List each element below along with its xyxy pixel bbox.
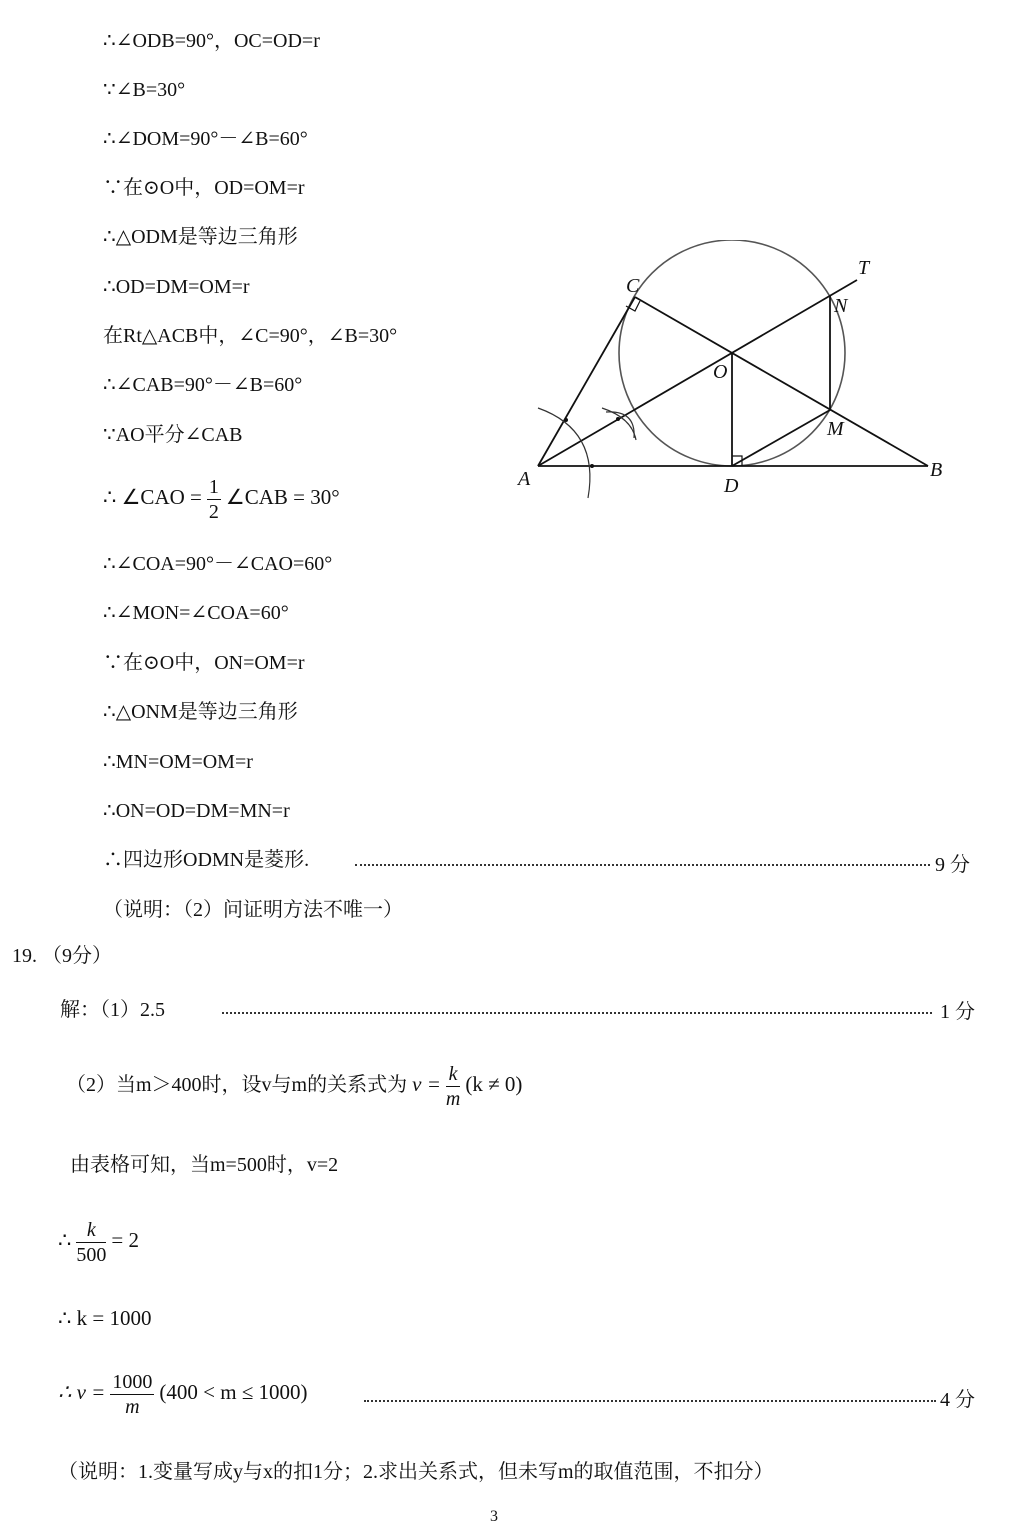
label-b: B xyxy=(930,459,943,481)
segment-cb xyxy=(635,297,928,466)
arc-point-1 xyxy=(564,418,568,422)
cao-fraction-den: 2 xyxy=(208,500,219,523)
cao-equation xyxy=(103,472,340,524)
proof-line-4: ∵在⊙O中，OD=OM=r xyxy=(103,177,305,199)
proof-line-3: ∴∠DOM=90°－∠B=60° xyxy=(103,128,308,150)
proof-line-1: ∴∠ODB=90°，OC=OD=r xyxy=(103,30,320,52)
page-number: 3 xyxy=(490,1508,498,1525)
proof-line-9: ∵AO平分∠CAB xyxy=(103,424,243,446)
score-9: 9 分 xyxy=(935,854,970,876)
cao-fraction-num: 1 xyxy=(208,475,219,498)
label-a: A xyxy=(518,468,531,490)
q19-part2-text: （2）当m＞400时，设v与m的关系式为 xyxy=(66,1074,408,1096)
equation-v xyxy=(58,1364,308,1421)
q19-part2-den: m xyxy=(445,1087,461,1110)
q19-title: 19. （9分） xyxy=(12,945,112,967)
eq3-prefix: ∴ v = xyxy=(58,1380,106,1404)
equation-k-over-500 xyxy=(58,1212,139,1269)
eq1-num: k xyxy=(76,1218,106,1243)
segment-dm xyxy=(732,410,830,466)
eq3-den: m xyxy=(125,1395,140,1418)
cao-suffix: ∠CAB = 30° xyxy=(225,485,340,509)
q19-part2-cond: (k ≠ 0) xyxy=(465,1072,523,1096)
q19-table-note: 由表格可知，当m=500时，v=2 xyxy=(70,1154,339,1176)
q19-part2 xyxy=(66,1058,522,1111)
arc-point-3 xyxy=(616,417,620,421)
ray-at xyxy=(538,280,857,466)
proof-line-11: ∴∠MON=∠COA=60° xyxy=(103,602,289,624)
label-t: T xyxy=(858,257,870,279)
label-m: M xyxy=(827,418,844,440)
note-deduction: （说明：1.变量写成y与x的扣1分；2.求出关系式，但未写m的取值范围，不扣分） xyxy=(58,1461,774,1483)
cao-prefix: ∴ ∠CAO = xyxy=(103,485,202,509)
q19-part1: 解：（1）2.5 xyxy=(60,999,165,1021)
proof-line-7: 在Rt△ACB中，∠C=90°，∠B=30° xyxy=(103,325,398,347)
proof-line-14: ∴MN=OM=OM=r xyxy=(103,751,253,773)
geometry-diagram xyxy=(510,240,960,500)
note-proof-method: （说明：（2）问证明方法不唯一） xyxy=(103,899,403,921)
label-n: N xyxy=(834,295,848,317)
q19-part2-fraction xyxy=(446,1062,460,1111)
q19-part2-lhs: v = xyxy=(412,1072,441,1096)
eq1-rhs: = 2 xyxy=(111,1228,139,1252)
geometry-figure xyxy=(510,240,960,500)
eq1-prefix: ∴ xyxy=(58,1228,72,1252)
proof-line-6: ∴OD=DM=OM=r xyxy=(103,276,250,298)
eq1-fraction xyxy=(76,1218,106,1267)
eq3-cond: (400 < m ≤ 1000) xyxy=(159,1380,308,1404)
label-o: O xyxy=(713,361,728,383)
dot-leader-9 xyxy=(355,864,930,866)
proof-line-10: ∴∠COA=90°－∠CAO=60° xyxy=(103,553,333,575)
eq1-den: 500 xyxy=(76,1243,107,1266)
proof-line-12: ∵在⊙O中，ON=OM=r xyxy=(103,652,305,674)
q19-part2-num: k xyxy=(446,1062,460,1087)
proof-line-13: ∴△ONM是等边三角形 xyxy=(103,701,298,723)
arc-point-2 xyxy=(590,464,594,468)
rhombus-conclusion: ∴四边形ODMN是菱形. xyxy=(103,849,310,871)
eq3-num: 1000 xyxy=(112,1370,153,1393)
eq3-fraction xyxy=(110,1370,154,1419)
dot-leader-1 xyxy=(222,1012,932,1014)
dot-leader-4 xyxy=(364,1400,936,1402)
segment-ac xyxy=(538,297,635,466)
proof-line-15: ∴ON=OD=DM=MN=r xyxy=(103,800,290,822)
score-1: 1 分 xyxy=(940,1001,975,1023)
label-c: C xyxy=(626,275,640,297)
equation-k-value: ∴ k = 1000 xyxy=(58,1306,152,1330)
cao-fraction xyxy=(207,475,221,524)
proof-line-5: ∴△ODM是等边三角形 xyxy=(103,226,298,248)
proof-line-2: ∵∠B=30° xyxy=(103,79,186,101)
score-4: 4 分 xyxy=(940,1389,975,1411)
label-d: D xyxy=(724,475,739,497)
proof-line-8: ∴∠CAB=90°－∠B=60° xyxy=(103,374,303,396)
